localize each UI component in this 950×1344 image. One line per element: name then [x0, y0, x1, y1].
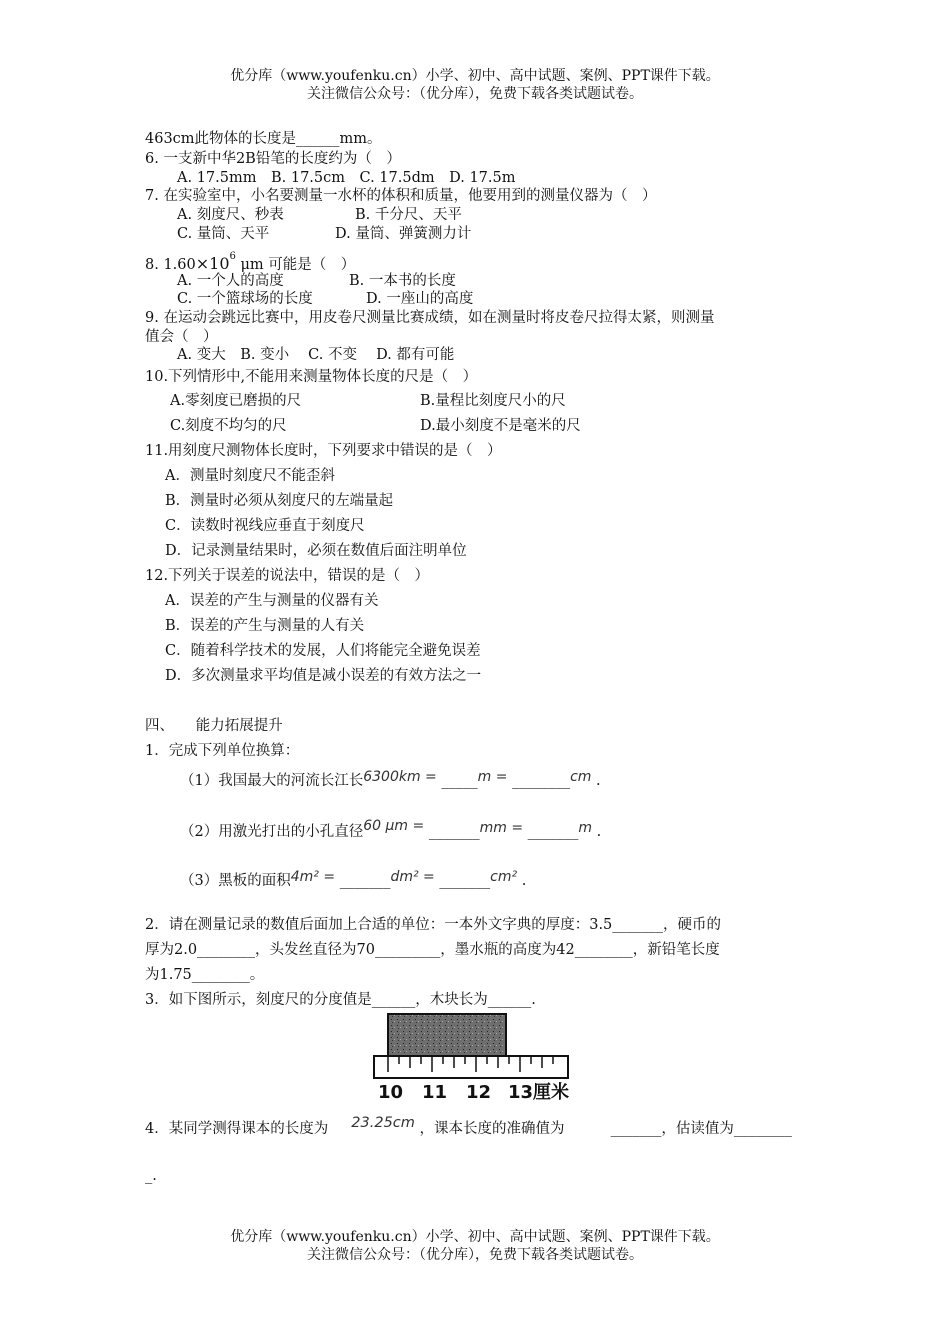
p1-2-unit-1: mm =: [479, 820, 524, 836]
q8-option-d: D. 一座山的高度: [366, 291, 474, 307]
q6-stem: 6. 一支新中华2B铅笔的长度约为（ ）: [145, 151, 401, 167]
q8-stem: [145, 252, 355, 274]
p1-2-blank-2: _______: [527, 824, 579, 840]
q12-option-d: D．多次测量求平均值是减小误差的有效方法之一: [165, 668, 482, 684]
q10-stem: 10.下列情形中,不能用来测量物体长度的尺是（ ）: [145, 369, 478, 385]
q8-exponent: 6: [229, 251, 236, 262]
q7-option-c: C. 量筒、天平: [177, 226, 270, 242]
p1-3-unit-1: dm² =: [390, 869, 435, 885]
q11-option-b: B．测量时必须从刻度尺的左端量起: [165, 493, 394, 509]
q12-option-b: B．误差的产生与测量的人有关: [165, 618, 365, 634]
p1-1-given: 6300km =: [363, 769, 437, 785]
p1-1-blank-1: _____: [441, 773, 478, 789]
q8-times: ×10: [195, 253, 230, 273]
q8-option-c: C. 一个篮球场的长度: [177, 291, 313, 307]
p2-line-2: 厚为2.0________，头发丝直径为70_________，墨水瓶的高度为42________，新铅笔长度: [145, 942, 720, 958]
p1-1-unit-1: m =: [477, 769, 508, 785]
p2-line-3: 为1.75________。: [145, 967, 265, 983]
ruler-label-13: 13厘米: [508, 1082, 570, 1103]
p1-2-period: .: [596, 824, 602, 840]
q10-option-b: B.量程比刻度尺小的尺: [420, 393, 566, 409]
ruler-label-11: 11: [422, 1082, 448, 1103]
p1-stem: 1．完成下列单位换算：: [145, 743, 300, 759]
q10-option-c: C.刻度不均匀的尺: [170, 418, 287, 434]
p4-tail: _.: [145, 1168, 157, 1184]
q10-option-a: A.零刻度已磨损的尺: [170, 393, 302, 409]
q12-stem: 12.下列关于误差的说法中，错误的是（ ）: [145, 568, 430, 584]
wood-block: [388, 1014, 506, 1056]
p3-stem: 3．如下图所示，刻度尺的分度值是______，木块长为______.: [145, 992, 536, 1008]
p1-2-label: （2）用激光打出的小孔直径: [180, 824, 364, 840]
q8-option-a: A. 一个人的高度: [177, 273, 284, 289]
p4-mid: ，课本长度的准确值为: [419, 1121, 565, 1137]
p1-3-label: （3）黑板的面积: [180, 873, 291, 889]
ruler-svg: [372, 1012, 572, 1108]
p1-3-given: 4m² =: [290, 869, 336, 885]
section-4-title: 四、 能力拓展提升: [145, 718, 283, 734]
q9-stem-1: 9. 在运动会跳远比赛中，用皮卷尺测量比赛成绩，如在测量时将皮卷尺拉得太紧，则测量: [145, 310, 715, 326]
p1-3-period: .: [521, 873, 527, 889]
q8-suffix: μm 可能是（ ）: [240, 256, 356, 273]
p1-2-blank-1: _______: [428, 824, 480, 840]
p2-line-1: 2．请在测量记录的数值后面加上合适的单位：一本外文字典的厚度：3.5_______，硬币的: [145, 917, 722, 933]
footer-line-2: 关注微信公众号：（优分库），免费下载各类试题试卷。: [307, 1247, 643, 1263]
q8-option-b: B. 一本书的长度: [349, 273, 456, 289]
p1-1-blank-2: ________: [512, 773, 571, 789]
p1-2-unit-2: m: [578, 820, 593, 836]
p1-3-unit-2: cm²: [490, 869, 518, 885]
q6-options: A. 17.5mm B. 17.5cm C. 17.5dm D. 17.5m: [177, 170, 516, 186]
q11-option-a: A．测量时刻度尺不能歪斜: [165, 468, 335, 484]
p1-item-1: [180, 769, 601, 790]
p1-item-2: [180, 818, 602, 841]
header-line-1: 优分库（www.youfenku.cn）小学、初中、高中试题、案例、PPT课件下载。: [230, 68, 720, 84]
ruler-body: [374, 1056, 568, 1078]
q8-prefix: 8. 1.60: [145, 256, 196, 273]
q11-stem: 11.用刻度尺测物体长度时，下列要求中错误的是（ ）: [145, 443, 502, 459]
p4-line: [145, 1115, 792, 1138]
p1-3-blank-2: _______: [439, 873, 491, 889]
ruler-label-10: 10: [378, 1082, 404, 1103]
q7-stem: 7. 在实验室中，小名要测量一水杯的体积和质量，他要用到的测量仪器为（ ）: [145, 188, 657, 204]
header-line-2: 关注微信公众号：（优分库），免费下载各类试题试卷。: [307, 86, 643, 102]
p1-1-period: .: [596, 773, 601, 789]
p1-1-label: （1）我国最大的河流长江长: [180, 773, 364, 789]
q7-option-d: D. 量筒、弹簧测力计: [335, 226, 472, 242]
footer-line-1: 优分库（www.youfenku.cn）小学、初中、高中试题、案例、PPT课件下载。: [230, 1229, 720, 1245]
q10-option-d: D.最小刻度不是毫米的尺: [420, 418, 581, 434]
q7-option-b: B. 千分尺、天平: [355, 207, 462, 223]
p1-2-given: 60 μm =: [363, 818, 425, 834]
q9-options: A. 变大 B. 变小 C. 不变 D. 都有可能: [177, 347, 455, 363]
p1-item-3: [180, 869, 527, 890]
p4-blanks: _______，估读值为________: [610, 1121, 792, 1137]
ruler-figure: [372, 1012, 572, 1112]
q11-option-c: C．读数时视线应垂直于刻度尺: [165, 518, 365, 534]
p1-1-unit-2: cm: [570, 769, 592, 785]
p4-value: 23.25cm: [351, 1115, 415, 1131]
q12-option-a: A．误差的产生与测量的仪器有关: [165, 593, 379, 609]
p4-stem: 4．某同学测得课本的长度为: [145, 1121, 329, 1137]
q12-option-c: C．随着科学技术的发展，人们将能完全避免误差: [165, 643, 481, 659]
p1-3-blank-1: _______: [339, 873, 391, 889]
q5-tail: 463cm此物体的长度是______mm。: [145, 131, 382, 147]
q11-option-d: D．记录测量结果时，必须在数值后面注明单位: [165, 543, 467, 559]
ruler-label-12: 12: [466, 1082, 492, 1103]
q7-option-a: A. 刻度尺、秒表: [177, 207, 284, 223]
q9-stem-2: 值会（ ）: [145, 329, 218, 345]
